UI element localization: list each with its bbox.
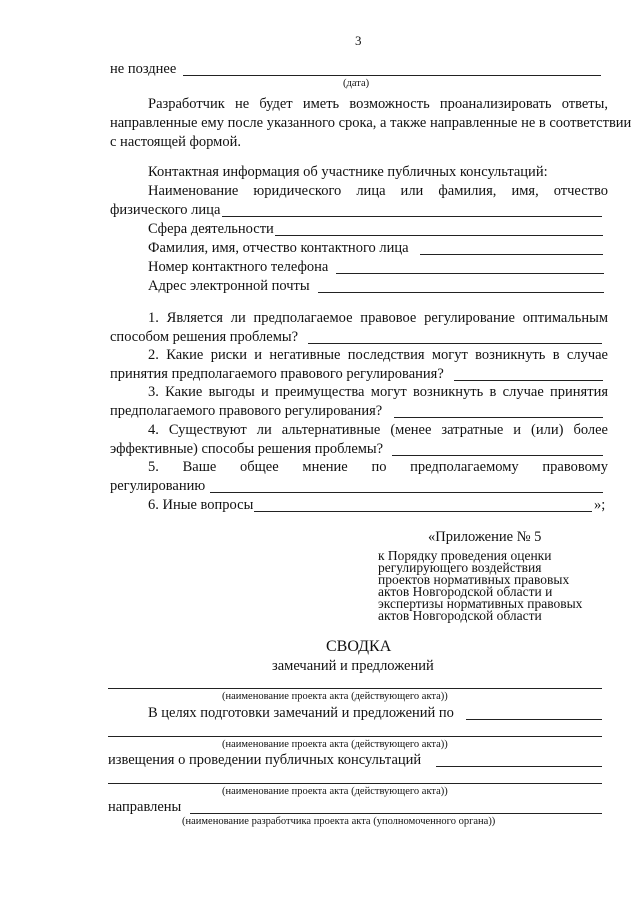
act-name-field-1[interactable] [108, 688, 602, 689]
question-1-answer[interactable] [308, 343, 602, 344]
developer-caption: (наименование разработчика проекта акта (уполномоченного органа)) [182, 816, 496, 827]
summary-title: СВОДКА [326, 638, 392, 655]
question-2-line-2: принятия предполагаемого правового регулирования? [110, 366, 444, 382]
phone-field[interactable] [336, 273, 604, 274]
question-4-line-2: эффективные) способы решения проблемы? [110, 441, 384, 457]
appendix-title: «Приложение № 5 [428, 529, 542, 545]
deadline-date-line[interactable] [183, 75, 601, 76]
sent-text: направлены [108, 799, 182, 815]
question-5-line-2: регулированию [110, 478, 206, 494]
question-3-answer[interactable] [394, 417, 603, 418]
question-6-end: »; [594, 497, 606, 513]
notice-line-3: с настоящей формой. [110, 134, 241, 150]
developer-field[interactable] [190, 813, 602, 814]
contact-person-field[interactable] [420, 254, 603, 255]
purpose-text: В целях подготовки замечаний и предложений по [148, 705, 454, 721]
question-1-line-2: способом решения проблемы? [110, 329, 299, 345]
act-name-caption-2: (наименование проекта акта (действующего акта)) [222, 739, 448, 750]
field-activity-field[interactable] [275, 235, 603, 236]
notice-consultations-field[interactable] [436, 766, 602, 767]
field-activity-label: Сфера деятельности [148, 221, 274, 237]
notice-consultations-text: извещения о проведении публичных консультаций [108, 752, 422, 768]
email-label: Адрес электронной почты [148, 278, 310, 294]
contact-name-field[interactable] [222, 216, 602, 217]
appendix-line-2: регулирующего воздействия [378, 560, 542, 575]
act-name-field-2[interactable] [108, 736, 602, 737]
contact-name-line-2: физического лица [110, 202, 221, 218]
appendix-line-1: к Порядку проведения оценки [378, 548, 552, 563]
deadline-label: не позднее [110, 61, 177, 77]
appendix-line-5: экспертизы нормативных правовых [378, 596, 583, 611]
email-field[interactable] [318, 292, 604, 293]
notice-line-2: направленные ему после указанного срока, а также направленные не в соответствии [110, 115, 632, 131]
question-6-answer[interactable] [254, 511, 592, 512]
summary-subtitle: замечаний и предложений [272, 658, 434, 674]
question-5-line-1: 5. Ваше общее мнение по предполагаемому правовому [148, 459, 608, 475]
notice-line-1: Разработчик не будет иметь возможность проанализировать ответы, [148, 96, 608, 112]
question-3-line-2: предполагаемого правового регулирования? [110, 403, 383, 419]
act-name-field-3[interactable] [108, 783, 602, 784]
page-number: 3 [355, 33, 362, 48]
appendix-line-4: актов Новгородской области и [378, 584, 553, 599]
question-4-line-1: 4. Существуют ли альтернативные (менее затратные и (или) более [148, 422, 608, 438]
question-2-line-1: 2. Какие риски и негативные последствия могут возникнуть в случае [148, 347, 608, 363]
question-4-answer[interactable] [392, 455, 603, 456]
phone-label: Номер контактного телефона [148, 259, 329, 275]
contact-name-line-1: Наименование юридического лица или фамилия, имя, отчество [148, 183, 608, 199]
act-name-caption-3: (наименование проекта акта (действующего акта)) [222, 786, 448, 797]
deadline-caption: (дата) [343, 78, 370, 89]
appendix-line-3: проектов нормативных правовых [378, 572, 570, 587]
contact-person-label: Фамилия, имя, отчество контактного лица [148, 240, 409, 256]
question-1-line-1: 1. Является ли предполагаемое правовое регулирование оптимальным [148, 310, 608, 326]
purpose-field[interactable] [466, 719, 602, 720]
contact-heading: Контактная информация об участнике публичных консультаций: [148, 164, 548, 180]
question-6: 6. Иные вопросы [148, 497, 254, 513]
question-5-answer[interactable] [210, 492, 603, 493]
question-2-answer[interactable] [454, 380, 603, 381]
appendix-line-6: актов Новгородской области [378, 608, 542, 623]
question-3-line-1: 3. Какие выгоды и преимущества могут возникнуть в случае принятия [148, 384, 608, 400]
act-name-caption-1: (наименование проекта акта (действующего акта)) [222, 691, 448, 702]
